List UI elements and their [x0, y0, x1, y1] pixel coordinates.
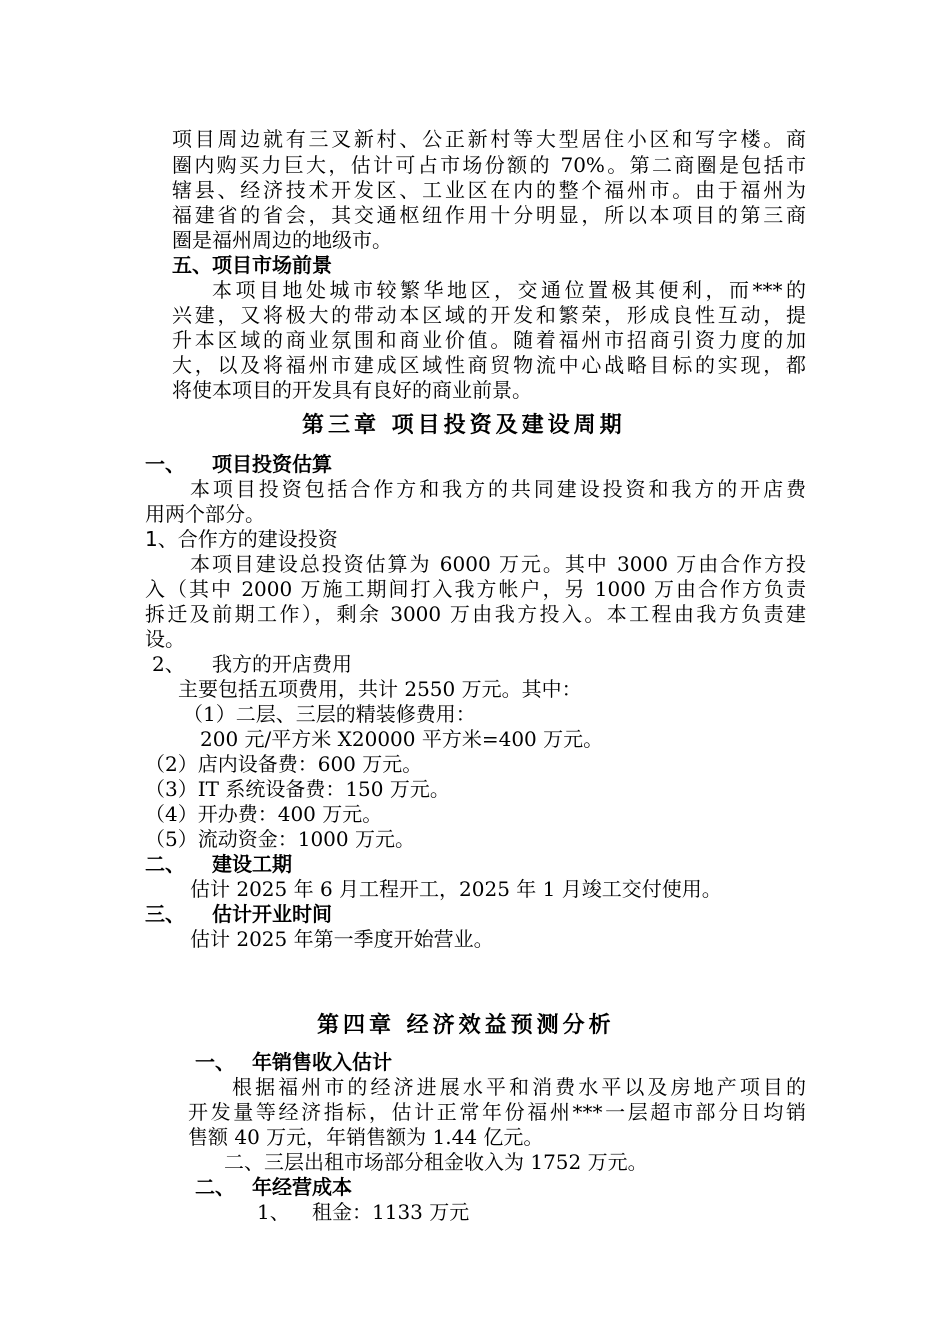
ch4-item-1-text: 租金：1133 万元 — [312, 1200, 470, 1224]
ch3-s1-line-2: 用两个部分。 — [145, 502, 265, 526]
ch3-sub1-line-3: 拆迁及前期工作），剩余 3000 万由我方投入。本工程由我方负责建 — [145, 602, 806, 626]
ch4-s1-line-3: 售额 40 万元，年销售额为 1.44 亿元。 — [188, 1125, 544, 1149]
market-area-line-1: 项目周边就有三叉新村、公正新村等大型居住小区和写字楼。商 — [172, 127, 806, 151]
ch3-sub2-intro: 主要包括五项费用，共计 2550 万元。其中： — [178, 677, 582, 701]
ch4-s1-number: 一、 — [195, 1050, 235, 1074]
section-five-line-1: 本项目地处城市较繁华地区，交通位置极其便利，而***的 — [212, 278, 806, 302]
market-area-line-2: 圈内购买力巨大，估计可占市场份额的 70%。第二商圈是包括市 — [172, 153, 806, 177]
ch3-item-4: （4）开办费：400 万元。 — [145, 802, 383, 826]
ch3-s3-number: 三、 — [145, 902, 185, 926]
ch3-s2-text: 估计 2025 年 6 月工程开工，2025 年 1 月竣工交付使用。 — [190, 877, 722, 901]
ch3-sub1-line-2: 入（其中 2000 万施工期间打入我方帐户，另 1000 万由合作方负责 — [145, 577, 806, 601]
ch3-sub2-heading: 我方的开店费用 — [212, 652, 352, 676]
ch4-s2-number: 二、 — [195, 1175, 235, 1199]
ch4-s1-extra: 二、三层出租市场部分租金收入为 1752 万元。 — [224, 1150, 648, 1174]
ch3-item-3: （3）IT 系统设备费：150 万元。 — [145, 777, 450, 801]
section-five-line-4: 大，以及将福州市建成区域性商贸物流中心战略目标的实现，都 — [172, 353, 806, 377]
ch3-s2-heading: 建设工期 — [212, 852, 292, 876]
ch3-item-2: （2）店内设备费：600 万元。 — [145, 752, 423, 776]
ch3-sub1-heading: 1、合作方的建设投资 — [145, 527, 338, 551]
ch3-sub2-number: 2、 — [152, 652, 185, 676]
ch3-s1-number: 一、 — [145, 452, 185, 476]
ch3-item-1: （1）二层、三层的精装修费用： — [183, 702, 476, 726]
market-area-line-5: 圈是福州周边的地级市。 — [172, 228, 392, 252]
section-five-line-3: 升本区域的商业氛围和商业价值。随着福州市招商引资力度的加 — [172, 328, 806, 352]
ch4-s1-heading: 年销售收入估计 — [252, 1050, 392, 1074]
ch3-item-1-calc: 200 元/平方米 X20000 平方米=400 万元。 — [200, 727, 604, 751]
ch3-sub1-line-4: 设。 — [145, 627, 185, 651]
ch3-s3-text: 估计 2025 年第一季度开始营业。 — [190, 927, 494, 951]
ch3-item-5: （5）流动资金：1000 万元。 — [145, 827, 415, 851]
market-area-line-4: 福建省的省会，其交通枢纽作用十分明显，所以本项目的第三商 — [172, 203, 806, 227]
ch3-s1-line-1: 本项目投资包括合作方和我方的共同建设投资和我方的开店费 — [190, 477, 806, 501]
market-area-line-3: 辖县、经济技术开发区、工业区在内的整个福州市。由于福州为 — [172, 178, 806, 202]
ch4-item-1-number: 1、 — [257, 1200, 290, 1224]
ch3-s3-heading: 估计开业时间 — [212, 902, 332, 926]
ch4-s1-line-2: 开发量等经济指标，估计正常年份福州***一层超市部分日均销 — [188, 1100, 806, 1124]
ch4-s2-heading: 年经营成本 — [252, 1175, 352, 1199]
chapter-4-title: 第四章 经济效益预测分析 — [317, 1012, 615, 1038]
ch3-s2-number: 二、 — [145, 852, 185, 876]
section-five-line-2: 兴建，又将极大的带动本区域的开发和繁荣，形成良性互动，提 — [172, 303, 806, 327]
chapter-3-title: 第三章 项目投资及建设周期 — [302, 412, 626, 438]
ch3-sub1-line-1: 本项目建设总投资估算为 6000 万元。其中 3000 万由合作方投 — [190, 552, 806, 576]
ch4-s1-line-1: 根据福州市的经济进展水平和消费水平以及房地产项目的 — [232, 1075, 806, 1099]
section-five-line-5: 将使本项目的开发具有良好的商业前景。 — [172, 378, 532, 402]
section-five-heading: 五、项目市场前景 — [172, 253, 332, 277]
ch3-s1-heading: 项目投资估算 — [212, 452, 332, 476]
